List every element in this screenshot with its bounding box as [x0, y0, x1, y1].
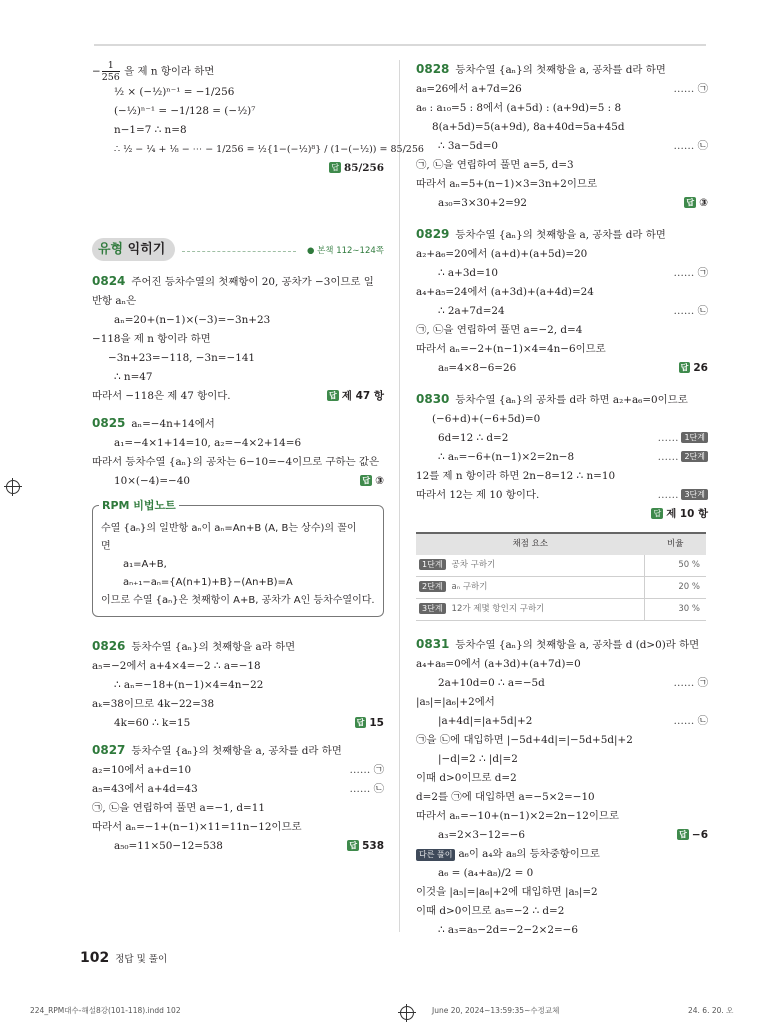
problem-0828: 0828 등차수열 {aₙ}의 첫째항을 a, 공차를 d라 하면 a₈=26에서 a+7d=26 …… ㉠ a₆ : a₁₀=5 : 8에서 (a+5d) : (a+9d)=5 : 8 8(a+5d)=5(a+9d), 8a+40d=5a+45d ∴ 3a−5d=0 …… ㉡ ㉠, ㉡을 연립하여 풀면 a=5, d=3 따라서 aₙ=5+(n−1)×3=3n+2이므로 a₃₀=3×30+2=92 답 ③	[416, 62, 708, 209]
step-1-tag: 1단계	[681, 432, 708, 443]
left-column	[92, 60, 424, 856]
slug-file: 224_RPM대수-해설8강(101-118).indd 102	[30, 1006, 181, 1015]
table-row: 2단계 aₙ 구하기 20 %	[416, 577, 706, 599]
registration-mark-icon	[6, 480, 20, 494]
problem-0825: 0825 aₙ=−4n+14에서 a₁=−4×1+14=10, a₂=−4×2+14=6 따라서 등차수열 {aₙ}의 공차는 6−10=−4이므로 구하는 값은 10×(−4)=−40 답 ③	[92, 416, 384, 487]
step-2-tag: 2단계	[681, 451, 708, 462]
problem-0830: 0830 등차수열 {aₙ}의 공차를 d라 하면 a₂+a₆=0이므로 (−6+d)+(−6+5d)=0 6d=12 ∴ d=2 1단계 …… ∴ aₙ=−6+(n−1)×2=2n−8 2단계 …… 12를 제 n 항이라 하면 2n−8=12 ∴ n=10 따라서 12는 제 10 항이다. 3단계 …… 답 제 10 항	[416, 392, 708, 520]
intro-line-1: − $\frac{1}{256}$ 을 제 n 항이라 하면	[92, 60, 215, 83]
intro-line-5: ∴ ½ − ¼ + ⅛ − ⋯ − 1/256 = ½{1−(−½)⁸} / (1−(−½)) = 85/256	[114, 144, 424, 155]
page-footer	[80, 947, 167, 966]
scoring-header-item: 채점 요소	[416, 533, 645, 555]
step-3-tag: 3단계	[681, 489, 708, 500]
right-column	[416, 60, 708, 940]
problem-0824: 0824 주어진 등차수열의 첫째항이 20, 공차가 −3이므로 일 반항 aₙ은 aₙ=20+(n−1)×(−3)=−3n+23 −118을 제 n 항이라 하면 −3n+23=−118, −3n=−141 ∴ n=47 따라서 −118은 제 47 항이다. 답 제 47 항	[92, 274, 384, 402]
scoring-header-ratio: 비율	[645, 533, 707, 555]
table-row: 1단계 공차 구하기 50 %	[416, 555, 706, 577]
top-rule	[94, 44, 706, 46]
problem-0827: 0827 등차수열 {aₙ}의 첫째항을 a, 공차를 d라 하면 a₂=10에서 a+d=10 …… ㉠ a₅=43에서 a+4d=43 …… ㉡ ㉠, ㉡을 연립하여 풀면 a=−1, d=11 따라서 aₙ=−1+(n−1)×11=11n−12이므로 a₅₀=11×50−12=538 답 538	[92, 743, 384, 852]
problem-0826: 0826 등차수열 {aₙ}의 첫째항을 a라 하면 a₅=−2에서 a+4×4=−2 ∴ a=−18 ∴ aₙ=−18+(n−1)×4=4n−22 aₖ=38이므로 4k−22=38 4k=60 ∴ k=15 답 15	[92, 639, 384, 729]
intro-line-3: (−½)ⁿ⁻¹ = −1/128 = (−½)⁷	[114, 105, 256, 117]
intro-line-2: ½ × (−½)ⁿ⁻¹ = −1/256	[114, 86, 235, 98]
page-label: 정답 및 풀이	[115, 954, 168, 965]
rpm-note-box: RPM 비법노트 수열 {aₙ}의 일반항 aₙ이 aₙ=An+B (A, B는 상수)의 꼴이 면 a₁=A+B, aₙ₊₁−aₙ={A(n+1)+B}−(An+B)=A 이므로 수열 {aₙ}은 첫째항이 A+B, 공차가 A인 등차수열이다.	[92, 505, 384, 617]
problem-0829: 0829 등차수열 {aₙ}의 첫째항을 a, 공차를 d라 하면 a₂+a₆=20에서 (a+d)+(a+5d)=20 ∴ a+3d=10 …… ㉠ a₄+a₅=24에서 (a+3d)+(a+4d)=24 ∴ 2a+7d=24 …… ㉡ ㉠, ㉡을 연립하여 풀면 a=−2, d=4 따라서 aₙ=−2+(n−1)×4=4n−6이므로 a₈=4×8−6=26 답 26	[416, 227, 708, 374]
rpm-note-title: RPM 비법노트	[99, 497, 179, 515]
section-dashed-line	[182, 251, 296, 253]
slug-time: June 20, 2024~13:59:35~수정교체	[432, 1006, 560, 1015]
intro-line-4: n−1=7 ∴ n=8	[114, 124, 187, 136]
slug-date: 24. 6. 20. 오	[688, 1006, 734, 1015]
intro-answer: 85/256	[344, 162, 384, 174]
alt-solution-label: 다른 풀이	[416, 849, 455, 861]
section-header	[92, 238, 384, 264]
column-divider	[399, 60, 400, 932]
section-badge: 유형 익히기	[92, 238, 175, 261]
problem-0831: 0831 등차수열 {aₙ}의 첫째항을 a, 공차를 d (d>0)라 하면 a₄+a₈=0에서 (a+3d)+(a+7d)=0 2a+10d=0 ∴ a=−5d …… ㉠ |a₅|=|a₆|+2에서 |a+4d|=|a+5d|+2 …… ㉡ ㉠을 ㉡에 대입하면 |−5d+4d|=|−5d+5d|+2 |−d|=2 ∴ |d|=2 이때 d>0이므로 d=2 d=2를 ㉠에 대입하면 a=−5×2=−10 따라서 aₙ=−10+(n−1)×2=2n−12이므로 a₃=2×3−12=−6 답 −6 다른 풀이 a₆이 a₄와 a₈의 등차중항이므로 a₆ = (a₄+a₈)/2 = 0 이것을 |a₅|=|a₆|+2에 대입하면 |a₅|=2 이때 d>0이므로 a₅=−2 ∴ d=2 ∴ a₃=a₅−2d=−2−2×2=−6	[416, 637, 708, 936]
registration-mark-icon	[400, 1006, 414, 1020]
scoring-table	[416, 532, 706, 621]
table-row: 3단계 12가 제몇 항인지 구하기 30 %	[416, 599, 706, 621]
section-reference: ● 본책 112∼124쪽	[306, 246, 384, 256]
page-number: 102	[80, 950, 110, 966]
intro-answer-row: 답 85/256	[331, 162, 384, 174]
